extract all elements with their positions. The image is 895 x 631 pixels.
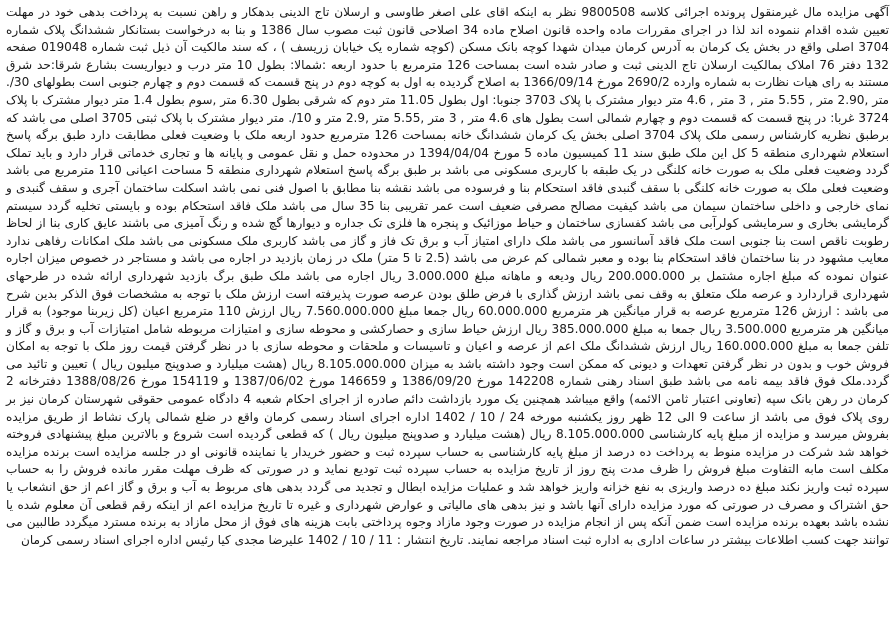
notice-text: آگهی مزایده مال غیرمنقول پرونده اجرائی کلاسه 9800508 نظر به اینکه اقای علی اصغر طاوسی و ارسلان تاج الدینی بدهکار و راهن نسبت به پرداخت بدهی خود در مهلت تعیین شده اقدام ننموده اند لذا در اجرای مقررات ماده واحده قانون اصلاح ماده 34 اصلاحی قانون ثبت مصوب سال 1386 و بنا به درخواست بستانکار ششدانگ پلاک شماره 3704 اصلی واقع در بخش یک کرمان به آدرس کرمان میدان شهدا کوچه بانک مسکن (کوچه شماره یک خیابان زریسف ) ، که سند مالکیت آن ذیل ثبت شماره 019048 صفحه 132 دفتر 76 املاک بمالکیت ارسلان تاج الدینی ثبت و صادر شده است بمساحت 126 مترمربع با حدود اربعه :شمالا: بطول 10 متر درب و دیواریست بشارع شرقا:حد شرق مستند به رای هیات نظارت به شماره وارده 2690/2 مورخ 1366/09/14 به اصلاح گردیده به اول به کوچه دوم در پنج قسمت که قسمت دوم و چهارم جنوبی است بطولهای 30/. متر ,2.90 متر , 5.55 متر , 3 متر , 4.6 متر دیوار مشترک با پلاک 3703 جنوبا: اول بطول 11.05 متر دوم که شرقی بطول 6.30 متر ,سوم بطول 1.4 متر دیوار مشترک با پلاک 3724 غربا: در پنج قسمت که قسمت دوم و چهارم شمالی است بطول های 4.6 متر , 3 متر ,5.55 متر ,2.9 متر و 10/. متر دیوار مشترک با پلاک ثبتی 3705 اصلی می باشد که برطبق نظریه کارشناس رسمی ملک پلاک 3704 اصلی بخش یک کرمان ششدانگ خانه بمساحت 126 مترمربع حدود اربعه ملک با وضعیت فعلی مطابقت دارد طبق برگه پاسخ استعلام شهرداری منطقه 5 کل این ملک طبق سند 11 کمیسیون ماده 5 مورخ 1394/04/04 در محدوده حمل و نقل عمومی و پایانه ها و تجاری خدماتی قرار دارد و باید تملک گردد وضعیت فعلی ملک به صورت خانه کلنگی در یک طبقه با کاربری مسکونی می باشد بر طبق برگه پاسخ استعلام شهرداری منطقه 5 مساحت اعیانی 110 مترمربع می باشد وضعیت فعلی ملک به صورت خانه کلنگی با سقف گنبدی فاقد استحکام بنا و فرسوده می باشد نقشه بنا مطابق با اصول فنی نمی باشد اسکلت ساختمان آجری و سقف گنبدی و نمای خارجی و داخلی ساختمان سیمان می باشد کیفیت مصالح مصرفی ضعیف است عمر تقریبی بنا 35 سال می باشد ملک فاقد استحکام بوده و بایستی تخلیه گردد سیستم گرمایشی بخاری و سرمایشی کولرآبی می باشد کفسازی ساختمان و حیاط موزائیک و پنجره ها فلزی تک جداره و دیوارها گچ شده و رنگ آمیزی می باشند عایق کاری بنا از لحاظ رطوبت ناقص است بنا جنوبی است ملک فاقد آسانسور می باشد ملک دارای امتیاز آب و برق تک فاز و گاز می باشد کاربری ملک مسکونی می باشد ملک امکانات رفاهی ندارد معایب مشهود در بنا ساختمان فاقد استحکام بنا بوده و معبر شمالی کم عرض می باشد (2.5 تا 5 متر) ملک در زمان بازدید در اجاره می باشد و مستاجر در خصوص میزان اجاره عنوان نموده که مبلغ اجاره مشتمل بر 200.000.000 ریال ودیعه و ماهانه مبلغ 3.000.000 ریال اجاره می باشد ملک طبق برگ بازدید شهرداری ارائه شده در طرحهای شهرداری قراردارد و عرصه ملک متعلق به وقف نمی باشد ارزش گذاری با فرض طلق بودن عرصه صورت پذیرفته است ارزش ملک با توجه به مشخصات فوق الذکر بدین شرح می باشد : ارزش 126 مترمربع عرصه به قرار میانگین هر مترمربع 60.000.000 ریال جمعا مبلغ 7.560.000.000 ریال ارزش 110 مترمربع اعیان (کل زیربنا موجود) به قرار میانگین هر مترمربع 3.500.000 ریال جمعا به مبلغ 385.000.000 ریال ارزش حیاط سازی و حصارکشی و محوطه سازی و امتیازات مربوطه شامل امتیازات آب و برق و گاز و تلفن جمعا به مبلغ 160.000.000 ریال ارزش ششدانگ ملک اعم از عرصه و اعیان و تاسیسات و ملحقات و محوطه سازی با در نظر گرفتن قیمت روز ملک با توجه به امکان فروش خوب و بدون در نظر گرفتن تعهدات و دیونی که ممکن است وجود داشته باشد به میزان 8.105.000.000 ریال (هشت میلیارد و صدوپنج میلیون ریال ) تعیین و تائید می گردد.ملک فوق فاقد بیمه نامه می باشد طبق اسناد رهنی شماره 142208 مورخ 1386/09/20 و 146659 مورخ 1387/06/02 و 154119 مورخ 1388/08/26 دفترخانه 2 کرمان در رهن بانک سپه (تعاونی اعتبار ثامن الائمه) واقع میباشد همچنین یک مورد بازداشت دائم صادره از اجرای احکام شعبه 4 دادگاه عمومی حقوقی شهرستان کرمان نیز بر روی پلاک فوق می باشد از ساعت 9 الی 12 ظهر روز یکشنبه مورخه 24 / 10 / 1402 اداره اجرای اسناد رسمی کرمان واقع در ضلع شمالی پارک نشاط از طریق مزایده بفروش میرسد و مزایده از مبلغ پایه کارشناسی 8.105.000.000 ریال (هشت میلیارد و صدوپنج میلیون ریال ) که قطعی گردیده است شروع و بالاترین مبلغ پیشنهادی فروخته خواهد شد شرکت در مزایده منوط به پرداخت ده درصد از مبلغ پایه کارشناسی به حساب سپرده ثبت و حضور خریدار یا نماینده قانونی او در جلسه مزایده است برنده مزایده مکلف است مابه التفاوت مبلغ فروش را ظرف مدت پنج روز از تاریخ مزایده به حساب سپرده ثبت تودیع نماید و در صورتی که ظرف مهلت مقرر مانده فروش را به حساب سپرده ثبت واریز نکند مبلغ ده درصد واریزی به نفع خزانه واریز خواهد شد و عملیات مزایده ابطال و تجدید می گردد بدهی های مربوط به آب و برق و گاز اعم از حق انشعاب یا حق اشتراک و مصرف در صورتی که مورد مزایده دارای آنها باشد و نیز بدهی های مالیاتی و عوارض شهرداری و غیره تا تاریخ مزایده اعم از اینکه رقم قطعی آن معلوم شده یا نشده باشد بعهده برنده مزایده است ضمن آنکه پس از انجام مزایده در صورت وجود مازاد وجوه پرداختی بابت هزینه های فوق از محل مازاد به برنده مسترد میگردد طالبین می توانند جهت کسب اطلاعات بیشتر در ساعات اداری به اداره ثبت اسناد مراجعه نمایند. تاریخ انتشار : 11 / 10 / 1402 علیرضا مجدی کیا رئیس اداره اجرای اسناد رسمی کرمان [6, 5, 890, 547]
